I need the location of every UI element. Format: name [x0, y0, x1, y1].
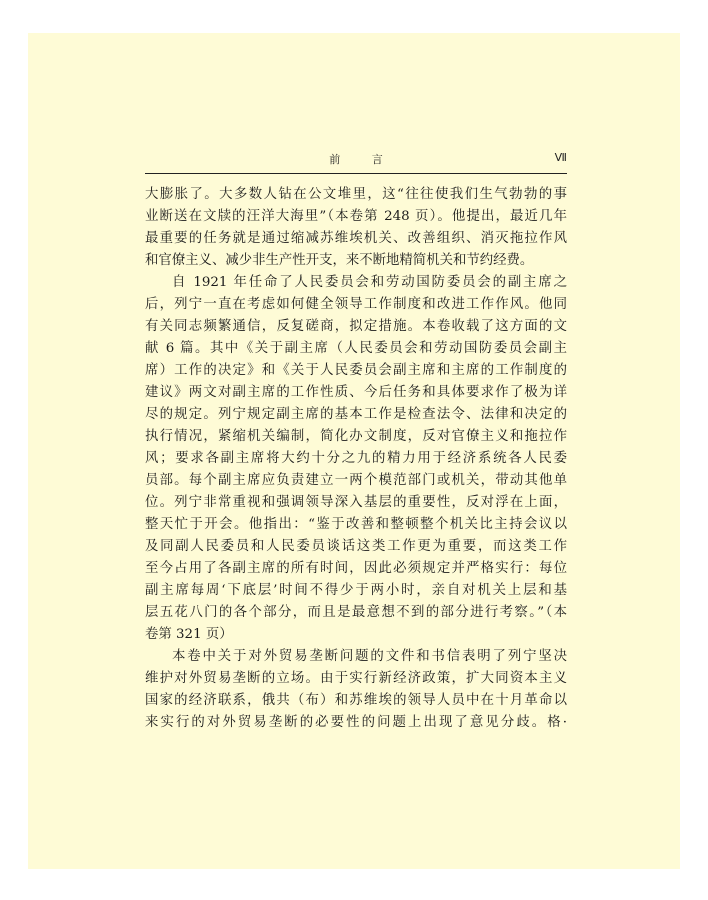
text-line: 卷第 321 页）: [145, 627, 233, 642]
text-line: 和官僚主义、减少非生产性开支，来不断地精简机关和节约经费。: [145, 253, 534, 268]
text-line: 建议》两文对副主席的工作性质、今后任务和具体要求作了极为详: [145, 385, 567, 400]
text-line: 献 6 篇。其中《关于副主席（人民委员会和劳动国防委员会副主: [145, 341, 567, 356]
text-line: 执行情况，紧缩机关编制，简化办文制度，反对官僚主义和拖拉作: [145, 429, 567, 444]
text-line: 后，列宁一直在考虑如何健全领导工作制度和改进工作作风。他同: [145, 297, 567, 312]
page-number: Ⅶ: [554, 152, 567, 164]
text-line: 员部。每个副主席应负责建立一两个模范部门或机关，带动其他单: [145, 473, 567, 488]
text-line: 位。列宁非常重视和强调领导深入基层的重要性，反对浮在上面，: [145, 495, 567, 510]
body-text: [145, 184, 567, 734]
text-line: 本卷中关于对外贸易垄断问题的文件和书信表明了列宁坚决: [172, 649, 567, 664]
text-line: 大膨胀了。大多数人钻在公文堆里，这“往往使我们生气勃勃的事: [145, 187, 567, 202]
text-line: 层五花八门的各个部分，而且是最意想不到的部分进行考察。”（本: [145, 605, 567, 620]
running-header: [145, 151, 567, 174]
text-line: 国家的经济联系，俄共（布）和苏维埃的领导人员中在十月革命以: [145, 693, 567, 708]
text-line: 有关同志频繁通信，反复磋商，拟定措施。本卷收载了这方面的文: [145, 319, 567, 334]
text-line: 自 1921 年任命了人民委员会和劳动国防委员会的副主席之: [172, 275, 567, 290]
text-line: 业断送在文牍的汪洋大海里”（本卷第 248 页）。他提出，最近几年: [145, 209, 567, 224]
text-line: 至今占用了各副主席的所有时间，因此必须规定并严格实行：每位: [145, 561, 567, 576]
text-line: 来实行的对外贸易垄断的必要性的问题上出现了意见分歧。格·: [145, 715, 567, 730]
text-line: 整天忙于开会。他指出：“鉴于改善和整顿整个机关比主持会议以: [145, 517, 567, 532]
text-line: 尽的规定。列宁规定副主席的基本工作是检查法令、法律和决定的: [145, 407, 567, 422]
text-line: 维护对外贸易垄断的立场。由于实行新经济政策，扩大同资本主义: [145, 671, 567, 686]
text-line: 副主席每周‘下底层’时间不得少于两小时，亲自对机关上层和基: [145, 583, 567, 598]
text-line: 及同副人民委员和人民委员谈话这类工作更为重要，而这类工作: [145, 539, 567, 554]
text-line: 席）工作的决定》和《关于人民委员会副主席和主席的工作制度的: [145, 363, 567, 378]
header-title: 前 言: [329, 153, 397, 166]
text-line: 最重要的任务就是通过缩减苏维埃机关、改善组织、消灭拖拉作风: [145, 231, 567, 246]
text-line: 风；要求各副主席将大约十分之九的精力用于经济系统各人民委: [145, 451, 567, 466]
